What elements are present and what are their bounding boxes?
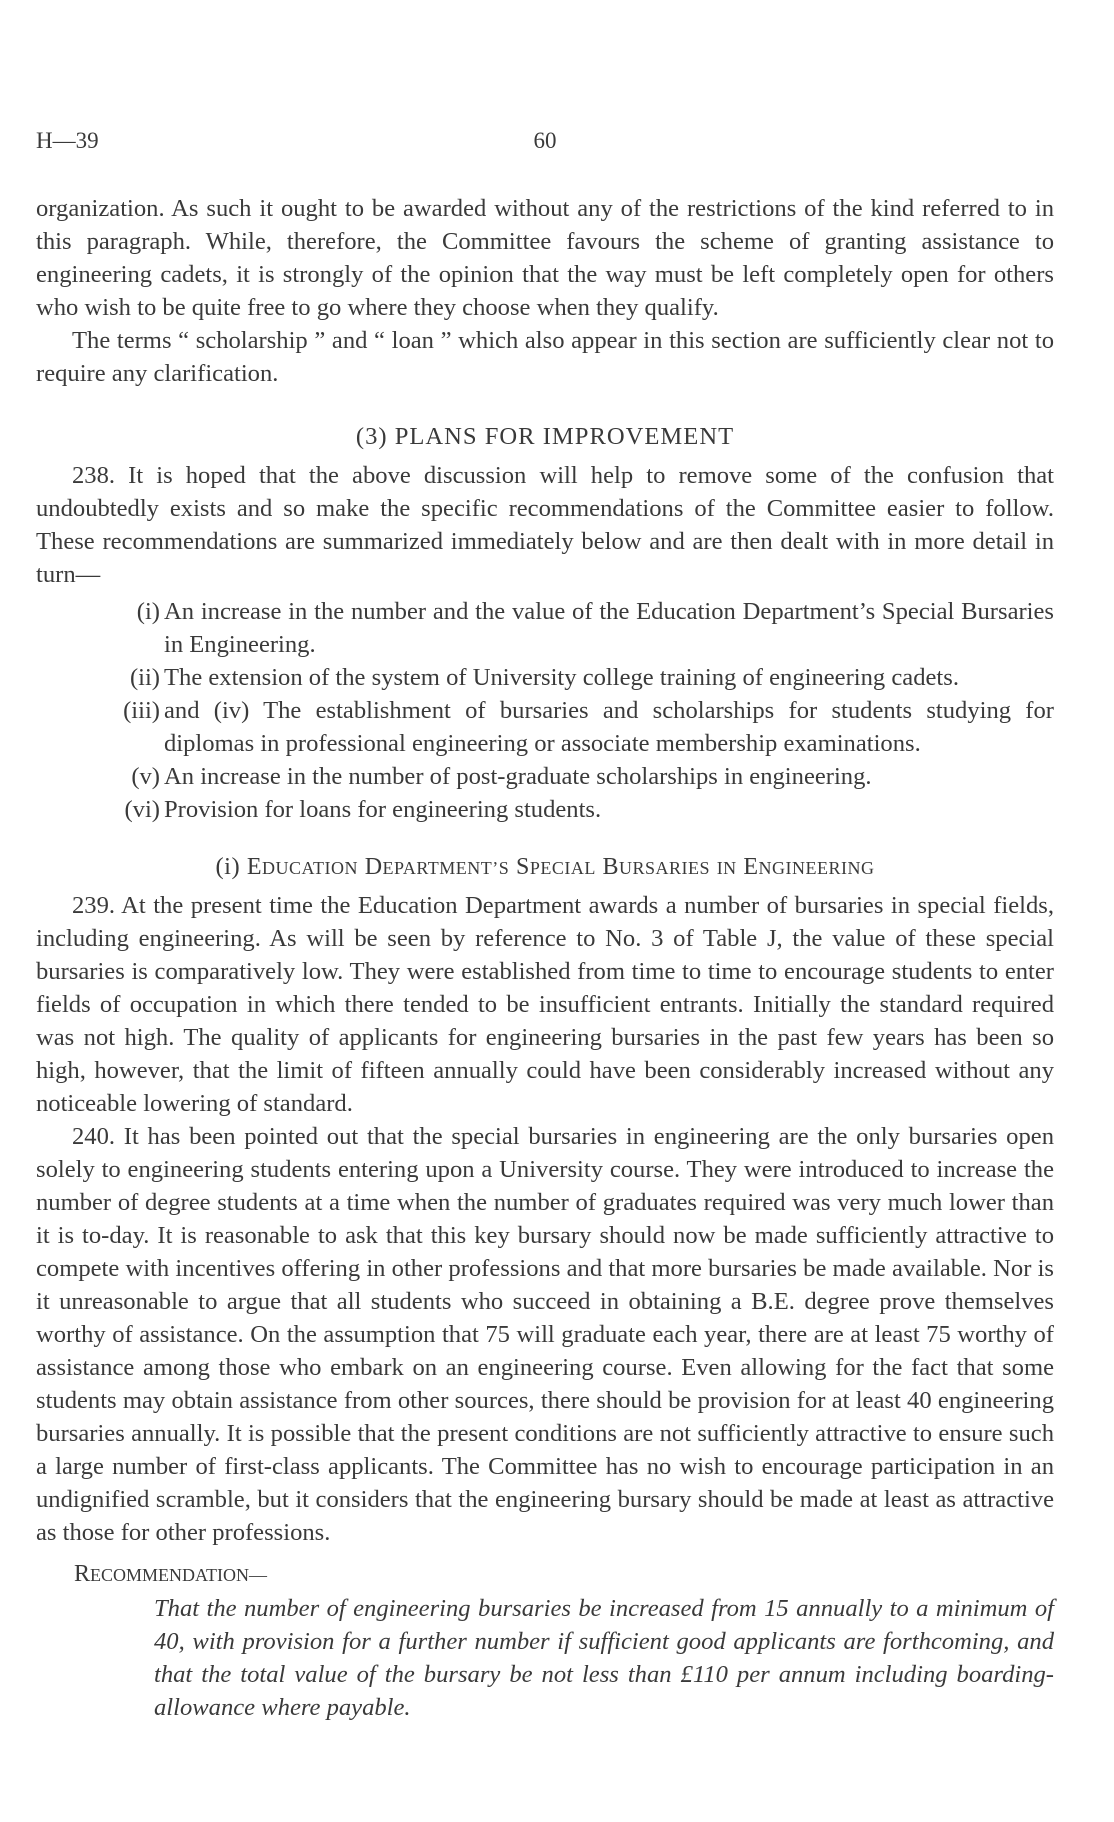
list-item	[36, 595, 1054, 661]
list-item	[36, 694, 1054, 760]
page-number: 60	[533, 128, 557, 153]
terms-paragraph: The terms “ scholarship ” and “ loan ” which also appear in this section are sufficiently clear not to require any clarification.	[36, 327, 1054, 387]
subsection-heading: (i) EDUCATION DEPARTMENT’S SPECIAL BURSARIES IN ENGINEERING	[215, 853, 875, 880]
paragraph-238: 238. It is hoped that the above discussion will help to remove some of the confusion that undoubtedly exists and so make the specific recommendations of the Committee easier to follow. These recommendations are summarized immediately below and are then dealt with in more detail in turn—	[36, 462, 1054, 588]
continued-paragraph: organization. As such it ought to be awarded without any of the restrictions of the kind referred to in this paragraph. While, therefore, the Committee favours the scheme of granting assistance to engineering cadets, it is strongly of the opinion that the way must be left completely open for others who wish to be quite free to go where they choose when they qualify.	[36, 195, 1054, 321]
list-item-text: The extension of the system of University college training of engineering cadets.	[164, 664, 959, 691]
list-item-text: An increase in the number and the value of the Education Department’s Special Bursaries in Engineering.	[164, 598, 1054, 658]
document-body	[36, 192, 1054, 1724]
list-item-number: (i)	[136, 598, 160, 625]
list-item	[36, 793, 1054, 826]
list-item-number: (iii)	[123, 697, 160, 724]
list-item-text: Provision for loans for engineering students.	[164, 796, 602, 823]
list-item-number: (vi)	[124, 796, 160, 823]
document-reference: H—39	[36, 128, 99, 153]
recommendation-label: RECOMMENDATION—	[74, 1561, 268, 1587]
paragraph-239: 239. At the present time the Education Department awards a number of bursaries in special fields, including engineering. As will be seen by reference to No. 3 of Table J, the value of these special bursaries is comparatively low. They were established from time to time to encourage students to enter fields of occupation in which there tended to be insufficient entrants. Initially the standard required was not high. The quality of applicants for engineering bursaries in the past few years has been so high, however, that the limit of fifteen annually could have been considerably increased without any noticeable lowering of standard.	[36, 892, 1054, 1117]
section-heading: (3) PLANS FOR IMPROVEMENT	[355, 423, 735, 450]
list-item-number: (ii)	[129, 664, 160, 691]
page-header	[36, 128, 1054, 158]
list-item-text: An increase in the number of post-graduate scholarships in engineering.	[164, 763, 872, 790]
paragraph-240: 240. It has been pointed out that the special bursaries in engineering are the only bursaries open solely to engineering students entering upon a University course. They were introduced to increase the number of degree students at a time when the number of graduates required was very much lower than it is to-day. It is reasonable to ask that this key bursary should now be made sufficiently attractive to compete with incentives offering in other professions and that more bursaries be made available. Nor is it unreasonable to argue that all students who succeed in obtaining a B.E. degree prove themselves worthy of assistance. On the assumption that 75 will graduate each year, there are at least 75 worthy of assistance among those who embark on an engineering course. Even allowing for the fact that some students may obtain assistance from other sources, there should be provision for at least 40 engineering bursaries annually. It is possible that the present conditions are not sufficiently attractive to ensure such a large number of first-class applicants. The Committee has no wish to encourage participation in an undignified scramble, but it considers that the engineering bursary should be made at least as attractive as those for other professions.	[36, 1123, 1054, 1546]
list-item	[36, 661, 1054, 694]
list-item-text: and (iv) The establishment of bursaries and scholarships for students studying for diplomas in professional engineering or associate membership examinations.	[164, 697, 1054, 757]
recommendations-list	[36, 595, 1054, 826]
list-item	[36, 760, 1054, 793]
list-item-number: (v)	[131, 763, 160, 790]
recommendation-text: That the number of engineering bursaries be increased from 15 annually to a minimum of 40, with provision for a further number if sufficient good applicants are forthcoming, and that the total value of the bursary be not less than £110 per annum including boarding-allowance where payable.	[154, 1595, 1054, 1721]
